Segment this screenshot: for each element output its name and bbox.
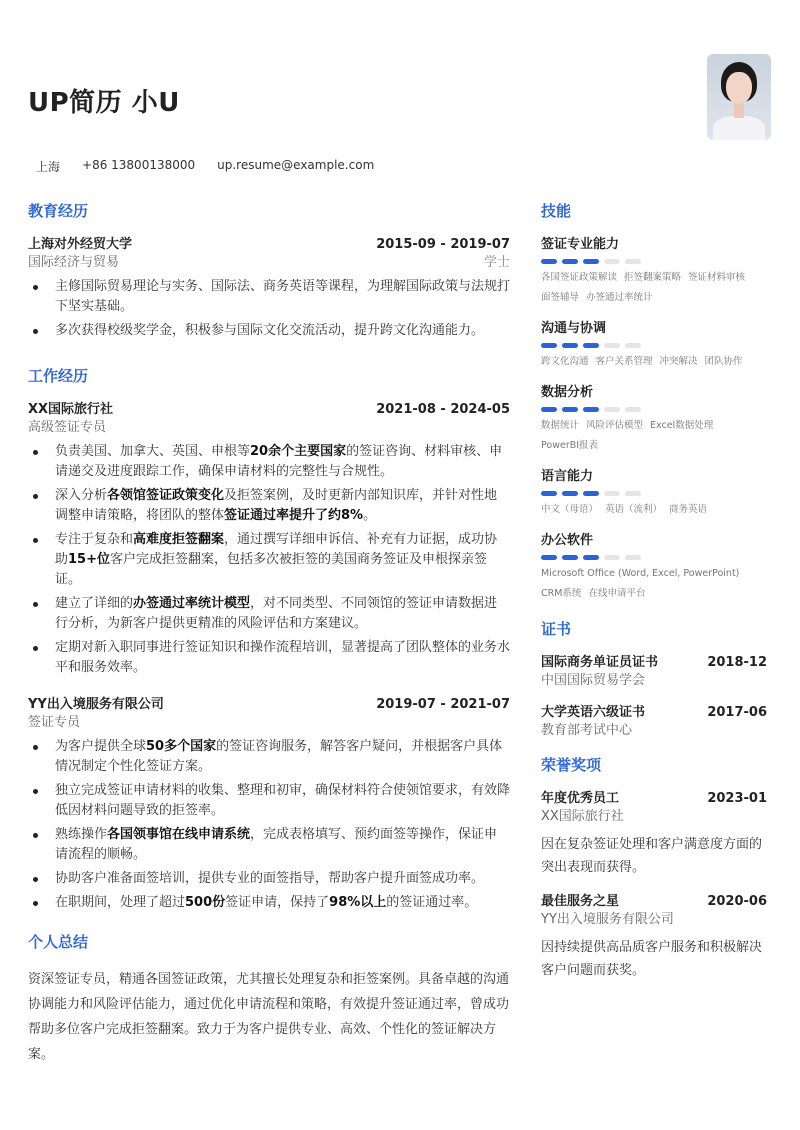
skill-tag: PowerBI报表 (541, 440, 599, 451)
bullet-item (28, 737, 510, 777)
award-date: 2020-06 (707, 894, 767, 909)
photo-neck-shape (734, 102, 744, 118)
level-pill-icon (583, 343, 599, 348)
bold-highlight: 签证通过率提升了约8% (224, 508, 364, 523)
job-item (28, 401, 510, 678)
job-role: 高级签证专员 (28, 420, 107, 435)
skills-list (541, 236, 767, 604)
skill-tag: 英语（流利） (605, 504, 663, 515)
bullet-text: 建立了详细的 (55, 596, 134, 611)
level-pill-icon (583, 259, 599, 264)
skill-tags (541, 352, 767, 372)
skill-tag: 客户关系管理 (595, 356, 653, 367)
bullet-item: 主修国际贸易理论与实务、国际法、商务英语等课程，为理解国际政策与法规打下坚实基础。 (28, 277, 510, 317)
bold-highlight: 20余个主要国家 (250, 444, 347, 459)
major: 国际经济与贸易 (28, 255, 120, 270)
contact-info (36, 158, 374, 175)
job-role: 签证专员 (28, 715, 81, 730)
skill-item (541, 236, 767, 308)
bullet-text: 客户完成拒签翻案，包括多次被拒签的美国商务签证及申根探亲签证。 (55, 552, 488, 587)
award-description: 因在复杂签证处理和客户满意度方面的突出表现而获得。 (541, 837, 763, 875)
work-section (28, 365, 510, 913)
bullet-text: 负责美国、加拿大、英国、申根等 (55, 444, 251, 459)
award-item (541, 893, 767, 982)
degree: 学士 (483, 255, 510, 270)
left-column (28, 200, 510, 1067)
award-name: 最佳服务之星 (541, 894, 620, 909)
contact-city: 上海 (36, 160, 61, 174)
level-pill-icon (562, 491, 578, 496)
skill-tag: 冲突解决 (659, 356, 698, 367)
bullet-text: 独立完成签证申请材料的收集、整理和初审，确保材料符合使领馆要求，有效降低因材料问题导致的拒签率。 (55, 783, 511, 818)
certificate-issuer: 中国国际贸易学会 (541, 673, 646, 688)
bullet-item (28, 825, 510, 865)
bold-highlight: 15+位 (68, 552, 110, 567)
skill-tag: Excel数据处理 (650, 420, 714, 431)
bullet-text: 的签证咨询、材料审核、申请递交及进度跟踪工作，确保申请材料的完整性与合规性。 (55, 444, 503, 479)
skill-level-indicator (541, 407, 767, 412)
award-description: 因持续提供高品质客户服务和积极解决客户问题而获奖。 (541, 940, 763, 978)
skill-level-indicator (541, 555, 767, 560)
education-dates: 2015-09 - 2019-07 (376, 237, 510, 252)
profile-photo (707, 54, 771, 140)
bullet-item (28, 869, 510, 889)
photo-face-shape (726, 72, 752, 104)
skill-name: 沟通与协调 (541, 321, 607, 336)
level-pill-icon (541, 259, 557, 264)
skill-tag: Microsoft Office (Word, Excel, PowerPoint) (541, 568, 740, 579)
skill-tag: CRM系统 (541, 588, 582, 599)
certificate-name: 大学英语六级证书 (541, 705, 646, 720)
skill-name: 语言能力 (541, 469, 594, 484)
section-title-awards: 荣誉奖项 (541, 756, 602, 774)
skill-level-indicator (541, 343, 767, 348)
skill-tag: 办签通过率统计 (586, 292, 653, 303)
job-dates: 2021-08 - 2024-05 (376, 402, 510, 417)
bullet-item: 多次获得校级奖学金，积极参与国际文化交流活动，提升跨文化沟通能力。 (28, 321, 510, 341)
bullet-text: 专注于复杂和 (55, 532, 134, 547)
job-dates: 2019-07 - 2021-07 (376, 697, 510, 712)
section-title-summary: 个人总结 (28, 933, 89, 951)
bullet-text: 的签证通过率。 (386, 895, 478, 910)
bullet-text: 的签证咨询服务，解答客户疑问，并根据客户具体情况制定个性化签证方案。 (55, 739, 503, 774)
education-bullets (28, 277, 510, 341)
skill-tag: 跨文化沟通 (541, 356, 589, 367)
bullet-text: 签证申请，保持了 (225, 895, 330, 910)
certificate-date: 2017-06 (707, 705, 767, 720)
bold-highlight: 98%以上 (329, 895, 387, 910)
photo-body-shape (713, 116, 765, 140)
section-title-work: 工作经历 (28, 367, 89, 385)
certificate-item (541, 704, 767, 740)
skill-tag: 中文（母语） (541, 504, 599, 515)
section-title-certificates: 证书 (541, 620, 572, 638)
bullet-item (28, 893, 510, 913)
level-pill-icon (562, 259, 578, 264)
bullet-text: ，完成表格填写、预约面签等操作，保证申请流程的顺畅。 (55, 827, 498, 862)
skill-tag: 商务英语 (669, 504, 708, 515)
bold-highlight: 50多个国家 (146, 739, 217, 754)
level-pill-icon (604, 491, 620, 496)
bullet-text: 在职期间，处理了超过 (55, 895, 186, 910)
award-date: 2023-01 (707, 791, 767, 806)
level-pill-icon (541, 491, 557, 496)
skill-tags (541, 500, 767, 520)
bullet-text: 。 (363, 508, 377, 523)
bullet-item (28, 442, 510, 482)
skill-tag: 团队协作 (704, 356, 743, 367)
bullet-text: 深入分析 (55, 488, 108, 503)
skill-item (541, 320, 767, 372)
skill-item (541, 532, 767, 604)
summary-text: 资深签证专员，精通各国签证政策，尤其擅长处理复杂和拒签案例。具备卓越的沟通协调能力和风险评估能力，通过优化申请流程和策略，有效提升签证通过率，曾成功帮助多位客户完成拒签翻案。致力于为客户提供专业、高效、个性化的签证解决方案。 (28, 972, 510, 1062)
skill-tag: 在线申请平台 (588, 588, 646, 599)
bullet-item (28, 486, 510, 526)
bold-highlight: 办签通过率统计模型 (133, 596, 251, 611)
certificate-name: 国际商务单证员证书 (541, 655, 659, 670)
skill-item (541, 384, 767, 456)
level-pill-icon (583, 555, 599, 560)
skill-name: 办公软件 (541, 533, 594, 548)
certificates-section (541, 618, 767, 740)
bullet-text: 熟练操作 (55, 827, 108, 842)
skills-section (541, 200, 767, 604)
level-pill-icon (604, 407, 620, 412)
level-pill-icon (625, 259, 641, 264)
bold-highlight: 各领馆签证政策变化 (107, 488, 225, 503)
skill-tags (541, 268, 767, 308)
skill-level-indicator (541, 491, 767, 496)
school-name: 上海对外经贸大学 (28, 237, 133, 252)
level-pill-icon (583, 407, 599, 412)
skill-tag: 面签辅导 (541, 292, 580, 303)
level-pill-icon (625, 491, 641, 496)
bold-highlight: 500份 (185, 895, 226, 910)
skill-tag: 数据统计 (541, 420, 580, 431)
level-pill-icon (541, 555, 557, 560)
company-name: YY出入境服务有限公司 (28, 697, 164, 712)
skill-name: 数据分析 (541, 385, 594, 400)
contact-phone: +86 13800138000 (82, 158, 196, 172)
section-title-education: 教育经历 (28, 202, 89, 220)
level-pill-icon (562, 407, 578, 412)
skill-tag: 签证材料审核 (688, 272, 746, 283)
candidate-name: UP简历 小U (28, 88, 180, 118)
skill-name: 签证专业能力 (541, 237, 620, 252)
level-pill-icon (541, 407, 557, 412)
skill-level-indicator (541, 259, 767, 264)
skill-tag: 风险评估模型 (586, 420, 644, 431)
level-pill-icon (625, 343, 641, 348)
level-pill-icon (604, 259, 620, 264)
job-item (28, 696, 510, 913)
skill-tag: 拒签翻案策略 (624, 272, 682, 283)
bullet-text: 协助客户准备面签培训，提供专业的面签指导，帮助客户提升面签成功率。 (55, 871, 485, 886)
education-item (28, 236, 510, 341)
award-org: YY出入境服务有限公司 (541, 912, 674, 927)
bullet-item (28, 530, 510, 590)
job-bullets (28, 737, 510, 913)
certificate-date: 2018-12 (707, 655, 767, 670)
section-title-skills: 技能 (541, 202, 572, 220)
skill-tags (541, 564, 767, 604)
bullet-text: 及拒签案例，及时更新内部知识库，并针对性地调整申请策略，将团队的整体 (55, 488, 498, 523)
bullet-text: ，对不同类型、不同领馆的签证申请数据进行分析，为新客户提供更精准的风险评估和方案建议。 (55, 596, 498, 631)
award-org: XX国际旅行社 (541, 809, 624, 824)
level-pill-icon (541, 343, 557, 348)
summary-section (28, 931, 510, 1067)
level-pill-icon (583, 491, 599, 496)
job-bullets (28, 442, 510, 678)
bold-highlight: 各国领事馆在线申请系统 (107, 827, 251, 842)
education-section (28, 200, 510, 341)
skill-item (541, 468, 767, 520)
level-pill-icon (604, 555, 620, 560)
bullet-text: 为客户提供全球 (55, 739, 147, 754)
contact-email: up.resume@example.com (217, 158, 375, 172)
level-pill-icon (562, 555, 578, 560)
bullet-item (28, 594, 510, 634)
skill-tag: 各国签证政策解读 (541, 272, 618, 283)
awards-section (541, 754, 767, 982)
right-column (541, 200, 767, 996)
level-pill-icon (562, 343, 578, 348)
award-name: 年度优秀员工 (541, 791, 620, 806)
skill-tags (541, 416, 767, 456)
bold-highlight: 高难度拒签翻案 (133, 532, 225, 547)
bullet-text: 定期对新入职同事进行签证知识和操作流程培训，显著提高了团队整体的业务水平和服务效率。 (55, 640, 511, 675)
bullet-text: ，通过撰写详细申诉信、补充有力证据，成功协助 (55, 532, 498, 567)
certificate-item (541, 654, 767, 690)
bullet-item (28, 781, 510, 821)
bullet-item (28, 638, 510, 678)
level-pill-icon (604, 343, 620, 348)
company-name: XX国际旅行社 (28, 402, 114, 417)
certificate-issuer: 教育部考试中心 (541, 723, 633, 738)
level-pill-icon (625, 555, 641, 560)
level-pill-icon (625, 407, 641, 412)
award-item (541, 790, 767, 879)
